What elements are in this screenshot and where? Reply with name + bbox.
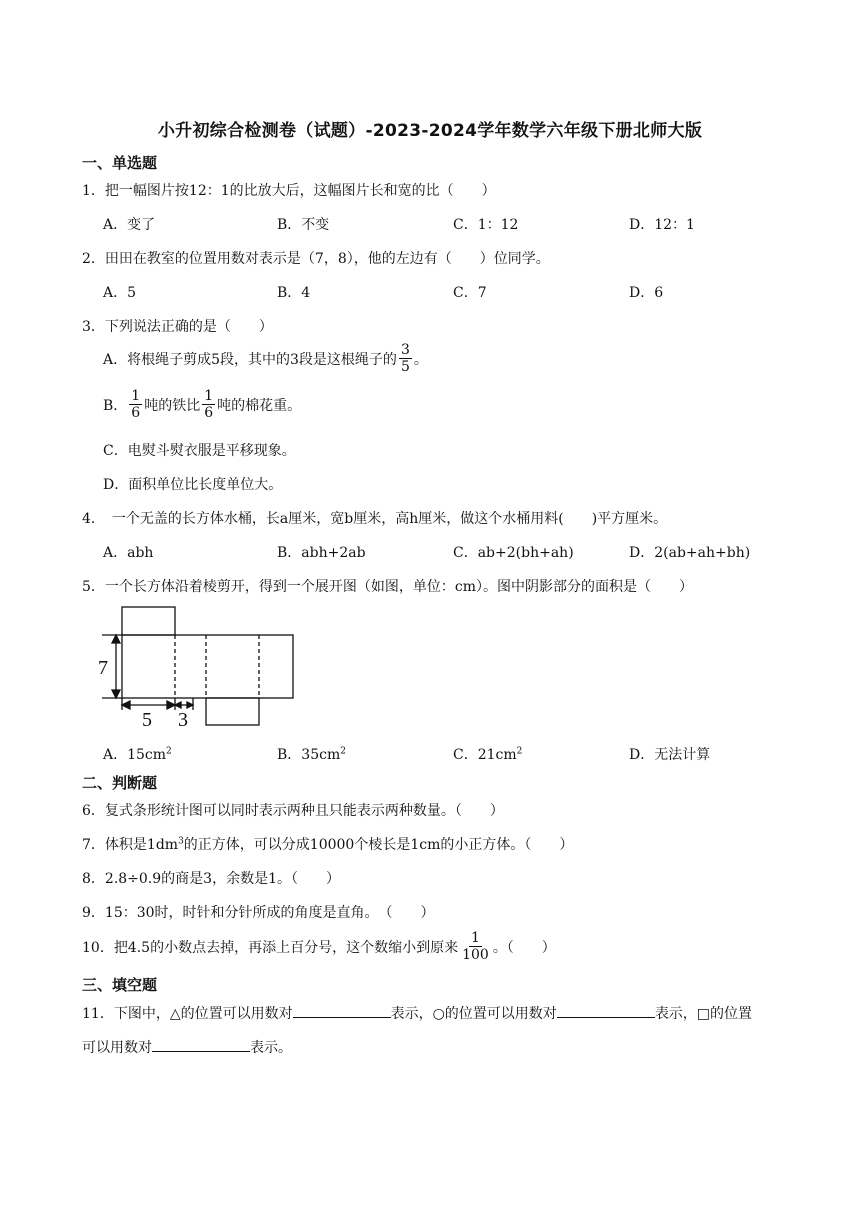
question-9-text: 9．15：30时，时针和分针所成的角度是直角。 （ ） — [82, 905, 435, 921]
fraction — [460, 930, 491, 963]
fraction-denominator: 6 — [204, 405, 214, 421]
net-height-label: 7 — [98, 657, 108, 679]
fraction — [399, 342, 412, 375]
question-7-text — [82, 834, 573, 854]
arrow-down-icon — [112, 690, 120, 698]
q2-option-b[interactable]: B．4 — [277, 285, 311, 301]
q1-option-c[interactable]: C．1：12 — [453, 217, 519, 233]
q11-text-4: 可以用数对 — [82, 1040, 152, 1056]
arrow-up-icon — [112, 635, 120, 643]
q3-option-a-end: 。 — [413, 351, 428, 368]
fraction-numerator: 1 — [131, 388, 141, 404]
q5-option-c[interactable] — [453, 744, 522, 764]
q3-option-b-letter: B． — [103, 397, 128, 414]
question-11-line-1 — [82, 1003, 752, 1023]
q4-option-b[interactable]: B．abh+2ab — [277, 545, 366, 561]
q3-option-b[interactable] — [103, 388, 301, 421]
superscript: 3 — [178, 836, 184, 847]
q3-option-d[interactable]: D．面积单位比长度单位大。 — [103, 477, 283, 493]
q2-option-a[interactable]: A．5 — [103, 285, 137, 301]
q5-option-c-text: C．21cm — [453, 747, 517, 763]
q3-option-a-text: A．将根绳子剪成5段，其中的3段是这根绳子的 — [103, 351, 397, 368]
answer-blank[interactable] — [557, 1003, 655, 1018]
q1-option-d[interactable]: D．12：1 — [629, 217, 695, 233]
q11-text-1: 11．下图中，△的位置可以用数对 — [82, 1006, 293, 1022]
q3-option-a[interactable] — [103, 342, 428, 375]
q4-option-c[interactable]: C．ab+2(bh+ah) — [453, 545, 574, 561]
q3-option-c[interactable]: C．电熨斗熨衣服是平移现象。 — [103, 443, 296, 459]
q11-text-5: 表示。 — [250, 1040, 292, 1056]
fraction-denominator: 100 — [462, 947, 489, 963]
q4-option-a[interactable]: A．abh — [103, 545, 154, 561]
question-1-text: 1．把一幅图片按12：1的比放大后，这幅图片长和宽的比（ ） — [82, 183, 496, 199]
q7-text-start: 7．体积是1dm — [82, 837, 179, 853]
q11-text-3: 表示，□的位置 — [654, 1006, 753, 1022]
fraction-numerator: 3 — [400, 342, 410, 358]
question-6-text: 6．复式条形统计图可以同时表示两种且只能表示两种数量。（ ） — [82, 803, 504, 819]
fraction-denominator: 5 — [400, 359, 410, 375]
arrow-right-icon — [187, 702, 193, 708]
net-bottom-face — [206, 698, 259, 725]
arrow-left-icon — [175, 702, 181, 708]
q5-option-d[interactable]: D．无法计算 — [629, 747, 711, 763]
arrow-left-icon — [122, 701, 130, 709]
section-heading-true-false: 二、判断题 — [82, 774, 158, 792]
q5-option-b[interactable] — [277, 744, 346, 764]
question-8-text: 8．2.8÷0.9的商是3，余数是1。（ ） — [82, 871, 340, 887]
question-2-text: 2．田田在教室的位置用数对表示是（7，8），他的左边有（ ）位同学。 — [82, 251, 550, 267]
fraction-denominator: 6 — [131, 405, 141, 421]
section-heading-single-choice: 一、单选题 — [82, 154, 158, 172]
fraction-numerator: 1 — [470, 930, 480, 946]
page-title: 小升初综合检测卷（试题）-2023-2024学年数学六年级下册北师大版 — [157, 121, 703, 141]
q2-option-c[interactable]: C．7 — [453, 285, 487, 301]
net-depth-label: 3 — [178, 709, 188, 731]
net-top-face — [122, 607, 175, 635]
net-width-label: 5 — [142, 709, 152, 731]
section-heading-fill-blank: 三、填空题 — [82, 976, 158, 994]
superscript: 2 — [340, 746, 346, 757]
q3-option-b-end: 吨的棉花重。 — [217, 397, 302, 414]
q5-option-a-text: A．15cm — [103, 747, 167, 763]
net-main-strip — [122, 635, 293, 698]
answer-blank[interactable] — [152, 1037, 250, 1052]
answer-blank[interactable] — [293, 1003, 391, 1018]
q1-option-a[interactable]: A．变了 — [103, 217, 156, 233]
question-11-line-2 — [82, 1037, 292, 1057]
fraction-numerator: 1 — [204, 388, 214, 404]
q10-text-start: 10．把4.5的小数点去掉，再添上百分号，这个数缩小到原来 — [82, 939, 459, 956]
superscript: 2 — [516, 746, 523, 757]
q10-text-end: 。（ ） — [492, 939, 556, 956]
cuboid-net-diagram — [96, 604, 296, 734]
q11-text-2: 表示，○的位置可以用数对 — [390, 1006, 557, 1022]
question-3-text: 3．下列说法正确的是（ ） — [82, 319, 273, 335]
q3-option-b-mid: 吨的铁比 — [144, 397, 201, 414]
q5-option-a[interactable] — [103, 744, 172, 764]
question-4-text: 4． 一个无盖的长方体水桶，长a厘米，宽b厘米，高h厘米，做这个水桶用料( )平方厘米。 — [82, 511, 668, 527]
fraction — [202, 388, 215, 421]
q5-option-b-text: B．35cm — [277, 747, 341, 763]
q7-text-end: 的正方体，可以分成10000个棱长是1cm的小正方体。（ ） — [183, 837, 574, 853]
q4-option-d[interactable]: D．2(ab+ah+bh) — [629, 545, 751, 561]
question-10-text — [82, 930, 556, 963]
q1-option-b[interactable]: B．不变 — [277, 217, 330, 233]
q2-option-d[interactable]: D．6 — [629, 285, 664, 301]
question-5-text: 5．一个长方体沿着棱剪开，得到一个展开图（如图，单位：cm）。图中阴影部分的面积是（ ） — [82, 579, 694, 595]
fraction — [129, 388, 142, 421]
superscript: 2 — [166, 746, 172, 757]
